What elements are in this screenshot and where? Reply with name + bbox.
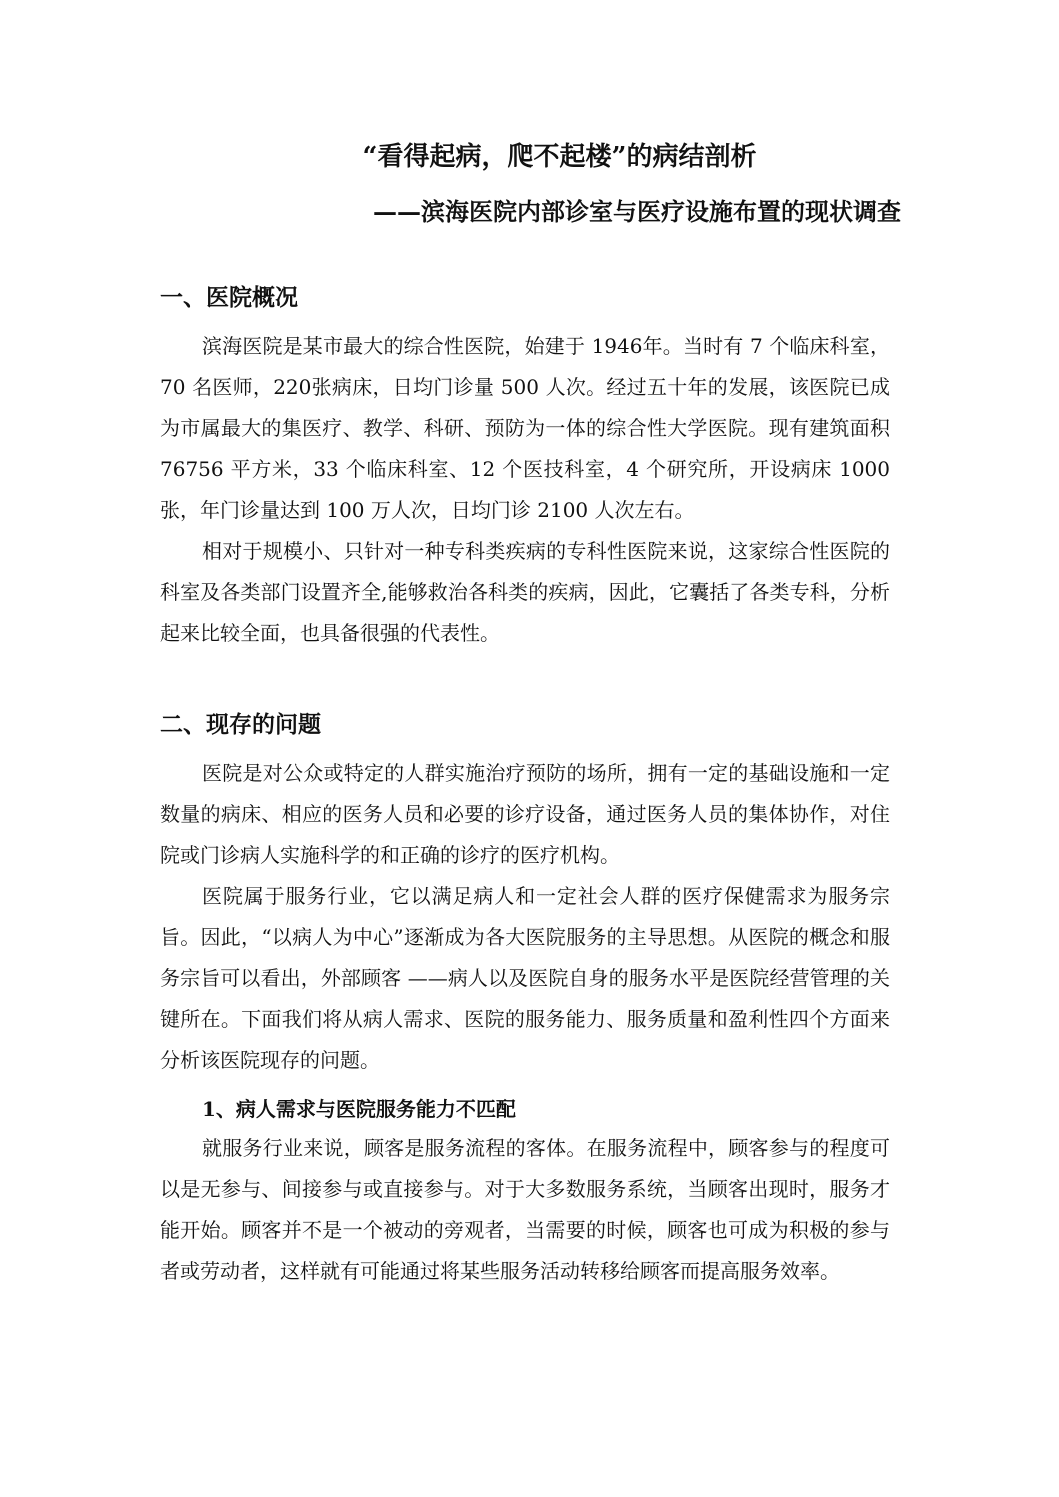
paragraph-problems-2: 医院属于服务行业，它以满足病人和一定社会人群的医疗保健需求为服务宗旨。因此，“以病人为中心”逐渐成为各大医院服务的主导思想。从医院的概念和服务宗旨可以看出，外部顾客 ——病人以及医院自身的服务水平是医院经营管理的关键所在。下面我们将从病人需求、医院的服务能力、服务质量和盈利性四个方面来分析该医院现存的问题。: [160, 884, 890, 1072]
subsection-heading-demand-capacity: 1、病人需求与医院服务能力不匹配: [202, 1097, 516, 1121]
paragraph-overview-2: 相对于规模小、只针对一种专科类疾病的专科性医院来说，这家综合性医院的科室及各类部门设置齐全,能够救治各科类的疾病，因此，它囊括了各类专科，分析起来比较全面，也具备很强的代表性。: [160, 539, 890, 645]
paragraph-problems-1: 医院是对公众或特定的人群实施治疗预防的场所，拥有一定的基础设施和一定数量的病床、相应的医务人员和必要的诊疗设备，通过医务人员的集体协作，对住院或门诊病人实施科学的和正确的诊疗的医疗机构。: [160, 761, 890, 867]
paragraph-overview-1: 滨海医院是某市最大的综合性医院，始建于 1946年。当时有 7 个临床科室，70 名医师，220张病床，日均门诊量 500 人次。经过五十年的发展，该医院已成为市属最大的集医疗、教学、科研、预防为一体的综合性大学医院。现有建筑面积 76756 平方米，33 个临床科室、12 个医技科室，4 个研究所，开设病床 1000 张，年门诊量达到 100 万人次，日均门诊 2100 人次左右。: [160, 334, 890, 522]
section-heading-problems: 二、现存的问题: [160, 711, 321, 738]
document-title: “看得起病，爬不起楼”的病结剖析: [362, 142, 757, 172]
document-subtitle: ——滨海医院内部诊室与医疗设施布置的现状调查: [373, 197, 901, 226]
section-heading-overview: 一、医院概况: [160, 284, 298, 311]
paragraph-demand-capacity-1: 就服务行业来说，顾客是服务流程的客体。在服务流程中，顾客参与的程度可以是无参与、间接参与或直接参与。对于大多数服务系统，当顾客出现时，服务才能开始。顾客并不是一个被动的旁观者，当需要的时候，顾客也可成为积极的参与者或劳动者，这样就有可能通过将某些服务活动转移给顾客而提高服务效率。: [160, 1136, 890, 1283]
